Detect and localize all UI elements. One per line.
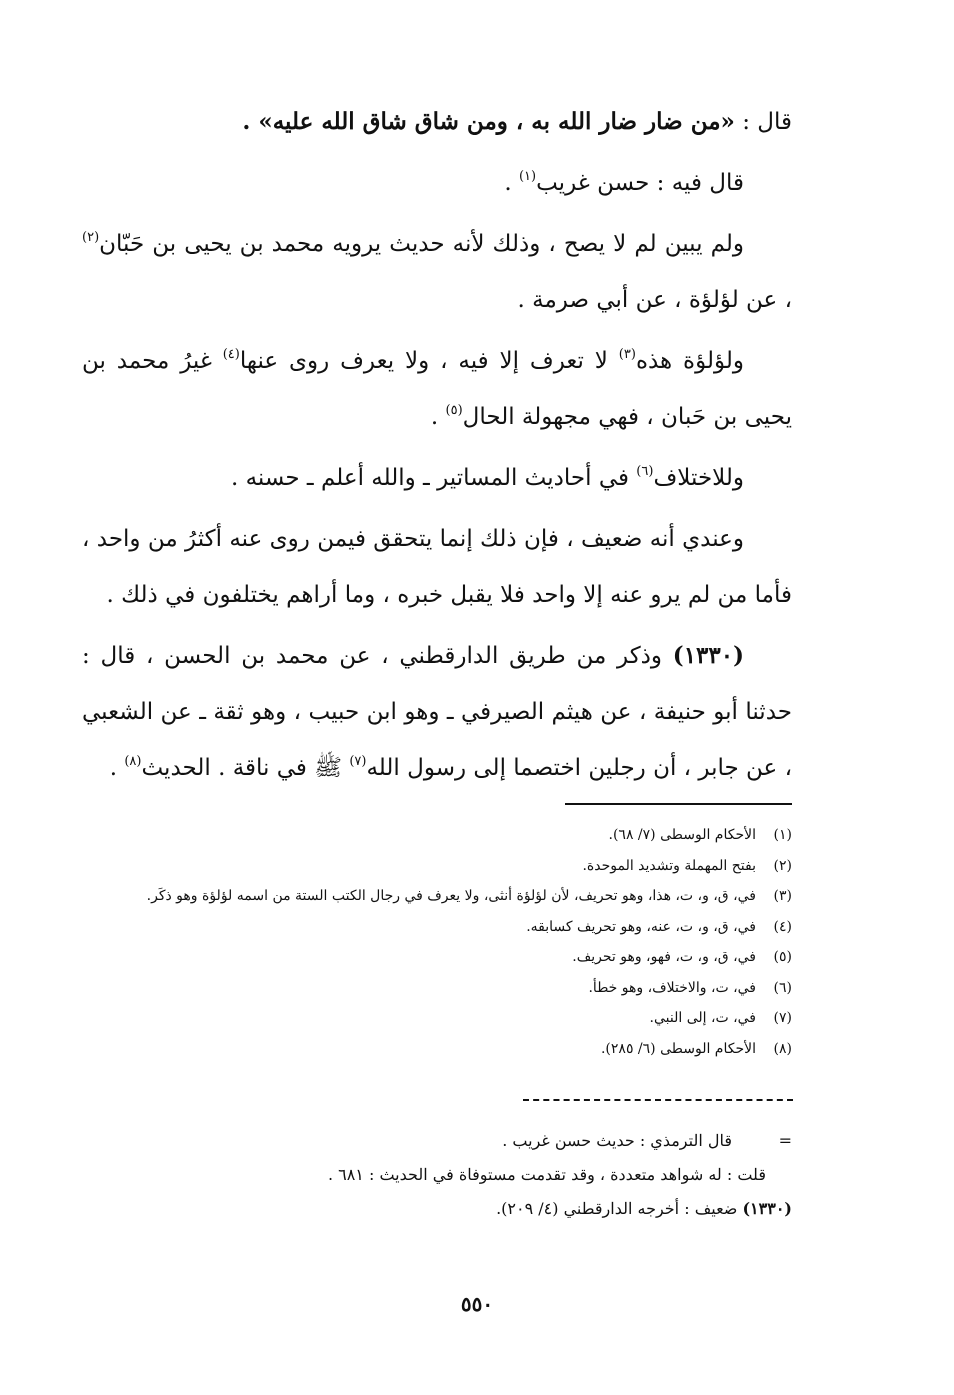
paragraph-4-text-b: لا تعرف إلا فيه ، ولا يعرف روى عنها bbox=[239, 348, 619, 374]
footnotes bbox=[60, 820, 792, 1064]
takhrij-text-1: قال الترمذي : حديث حسن غريب . bbox=[502, 1131, 732, 1150]
footnote-text: في، ت، والاختلاف، وهو خطأ. bbox=[588, 979, 756, 996]
paragraph-2-tail: . bbox=[504, 170, 519, 196]
paragraph-6 bbox=[82, 511, 792, 623]
footnote-number: (١) bbox=[773, 827, 792, 843]
paragraph-3-text-a: ولم يبين لم لا يصح ، وذلك لأنه حديث يرويه محمد بن يحيى بن حَبّان bbox=[99, 231, 744, 257]
takhrij-text-3: ضعيف : أخرجه الدارقطني (٤/ ٢٠٩). bbox=[496, 1199, 743, 1218]
paragraph-7-text-c: . bbox=[109, 755, 125, 781]
footnote-item bbox=[60, 1034, 792, 1065]
hadith-quote: «من ضار ضار الله به ، ومن شاق شاق الله عليه» . bbox=[242, 108, 735, 135]
footnote-text: الأحكام الوسطى (٧/ ٦٨). bbox=[608, 827, 756, 843]
footnote-item bbox=[60, 851, 792, 882]
paragraph-3-text-b: ، عن لؤلؤة ، عن أبي صرمة . bbox=[517, 287, 792, 313]
footnote-number: (٦) bbox=[773, 979, 792, 996]
paragraph-5-text-b: في أحاديث المساتير ـ والله أعلم ـ حسنه . bbox=[230, 465, 637, 491]
footnote-ref-4[interactable]: (٤) bbox=[222, 347, 240, 362]
footnote-ref-6[interactable]: (٦) bbox=[636, 464, 654, 479]
footnote-text: في، ت، إلى النبي. bbox=[649, 1010, 756, 1026]
footnote-text: في، ق، و، ت، فهو، وهو تحريف. bbox=[572, 949, 756, 965]
footnote-separator bbox=[565, 803, 792, 805]
paragraph-5 bbox=[82, 450, 792, 506]
takhrij-notes bbox=[300, 1124, 792, 1226]
footnote-item bbox=[60, 1003, 792, 1034]
footnote-number: (٤) bbox=[773, 918, 792, 935]
paragraph-5-text-a: وللاختلاف bbox=[653, 465, 744, 491]
paragraph-4 bbox=[82, 333, 792, 445]
paragraph-4-text-c: غيرُ محمد بن يحيى بن حَبان ، فهي مجهولة الحال bbox=[82, 348, 792, 430]
paragraph-7 bbox=[82, 628, 792, 796]
paragraph-6-text: وعندي أنه ضعيف ، فإن ذلك إنما يتحقق فيمن روى عنه أكثرُ من واحد ، فأما من لم يرو عنه إلا واحد فلا يقبل خبره ، وما أراهم يختلفون في ذلك . bbox=[82, 526, 792, 608]
paragraph-2 bbox=[82, 155, 792, 211]
takhrij-line-3 bbox=[300, 1192, 792, 1226]
footnote-text: في، ق، و، ت، هذا، وهو تحريف، لأن لؤلؤة أنثى، ولا يعرف في رجال الكتب الستة من اسمه لؤلؤة وهو ذكَر. bbox=[146, 888, 756, 904]
takhrij-separator bbox=[523, 1099, 793, 1101]
paragraph-4-text-d: . bbox=[430, 404, 446, 430]
footnote-number: (٥) bbox=[773, 949, 792, 965]
footnote-ref-2[interactable]: (٢) bbox=[82, 230, 100, 245]
footnote-item bbox=[60, 973, 792, 1004]
paragraph-3 bbox=[82, 216, 792, 328]
footnote-item bbox=[60, 881, 792, 912]
footnote-ref-7[interactable]: (٧) bbox=[349, 754, 367, 769]
paragraph-1-lead: قال : bbox=[734, 109, 792, 135]
footnote-ref-3[interactable]: (٣) bbox=[618, 347, 636, 362]
main-text bbox=[82, 94, 792, 796]
footnote-text: بفتح المهملة وتشديد الموحدة. bbox=[582, 857, 756, 874]
footnote-item bbox=[60, 820, 792, 851]
page-number: ٥٥٠ bbox=[460, 1292, 494, 1316]
paragraph-4-text-a: ولؤلؤة هذه bbox=[635, 348, 744, 374]
footnote-item bbox=[60, 942, 792, 973]
takhrij-line-2 bbox=[300, 1158, 792, 1192]
footnote-number: (٨) bbox=[773, 1040, 792, 1057]
paragraph-2-text: قال فيه : حسن غريب bbox=[536, 170, 744, 196]
paragraph-7-text-a: وذكر من طريق الدارقطني ، عن محمد بن الحسن ، قال : حدثنا أبو حنيفة ، عن هيثم الصيرفي ـ وهو ابن حبيب ، وهو ثقة ـ عن الشعبي ، عن جابر ، أن رجلين اختصما إلى رسول الله bbox=[82, 643, 792, 781]
takhrij-line-1 bbox=[300, 1124, 792, 1158]
footnote-text: الأحكام الوسطى (٦/ ٢٨٥). bbox=[600, 1040, 756, 1057]
footnote-item bbox=[60, 912, 792, 943]
footnote-number: (٣) bbox=[773, 888, 792, 904]
footnote-number: (٢) bbox=[773, 857, 792, 874]
footnote-number: (٧) bbox=[773, 1010, 792, 1026]
takhrij-hadith-number: (١٣٣٠) bbox=[742, 1199, 792, 1218]
paragraph-1 bbox=[82, 94, 792, 150]
footnote-ref-8[interactable]: (٨) bbox=[124, 754, 142, 769]
footnote-ref-1[interactable]: (١) bbox=[518, 169, 537, 184]
footnote-ref-5[interactable]: (٥) bbox=[445, 403, 463, 418]
paragraph-7-text-b: ﷺ في ناقة . الحديث bbox=[141, 755, 350, 781]
hadith-number: (١٣٣٠) bbox=[672, 642, 744, 669]
continuation-mark: = bbox=[778, 1131, 792, 1150]
footnote-text: في، ق، و، ت، عنه، وهو تحريف كسابقه. bbox=[526, 918, 756, 935]
takhrij-text-2: قلت : له شواهد متعددة ، وقد تقدمت مستوفاة في الحديث : ٦٨١ . bbox=[327, 1165, 766, 1184]
